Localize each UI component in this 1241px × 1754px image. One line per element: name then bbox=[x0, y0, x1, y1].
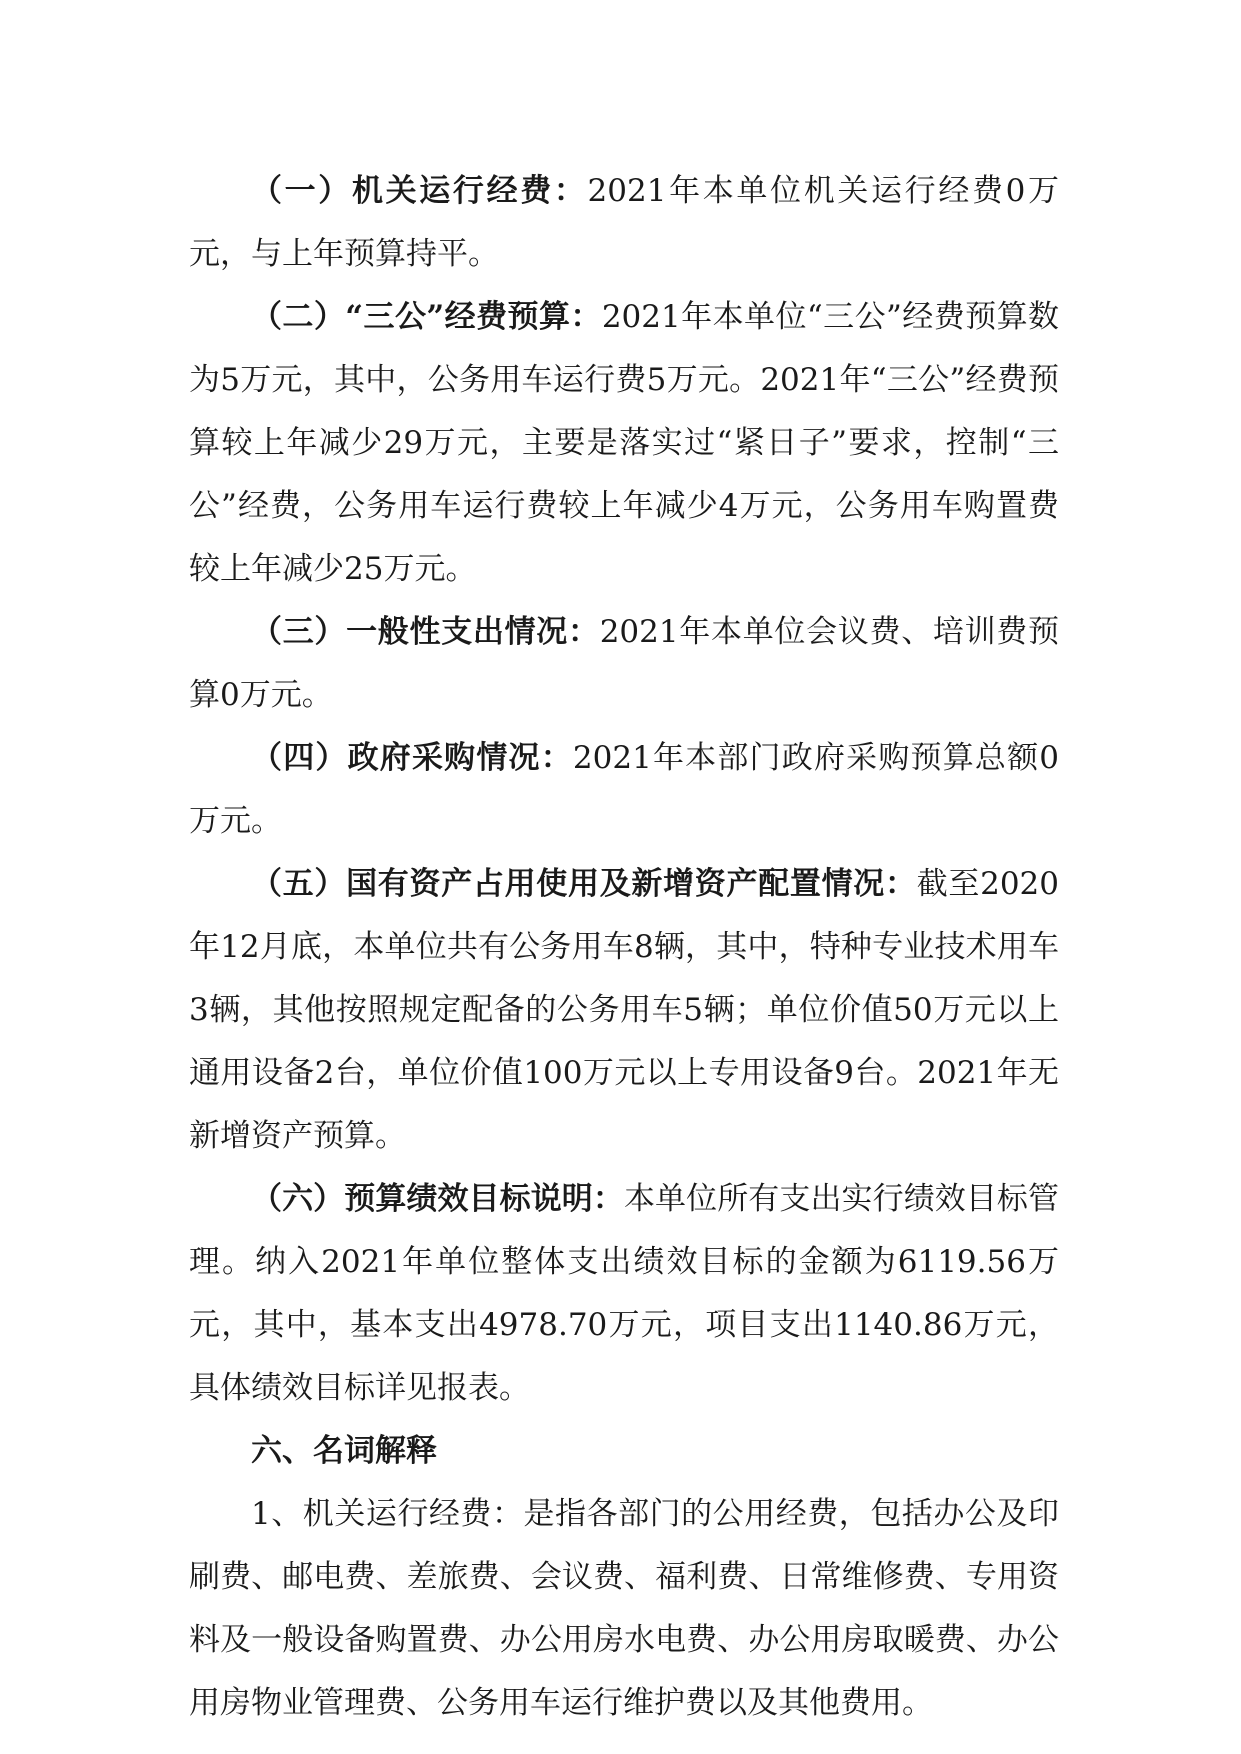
paragraph-body: 本单位所有支出实行绩效目标管理。纳入2021年单位整体支出绩效目标的金额为6119.56万元，其中，基本支出4978.70万元，项目支出1140.86万元，具体绩效目标详见报表。 bbox=[189, 1181, 1060, 1406]
paragraph-state-assets bbox=[189, 853, 1059, 1168]
paragraph-government-procurement bbox=[189, 727, 1059, 853]
paragraph-definition: 1、机关运行经费：是指各部门的公用经费，包括办公及印刷费、邮电费、差旅费、会议费、福利费、日常维修费、专用资料及一般设备购置费、办公用房水电费、办公用房取暖费、办公用房物业管理费、公务用车运行维护费以及其他费用。 bbox=[189, 1496, 1059, 1721]
paragraph-body: 2021年本单位“三公”经费预算数为5万元，其中，公务用车运行费5万元。2021年“三公”经费预算较上年减少29万元，主要是落实过“紧日子”要求，控制“三公”经费，公务用车运行费较上年减少4万元，公务用车购置费较上年减少25万元。 bbox=[189, 299, 1059, 587]
section-heading-glossary: 六、名词解释 bbox=[251, 1433, 437, 1469]
paragraph-general-expenditure bbox=[189, 601, 1059, 727]
paragraph-office-operating-costs bbox=[189, 160, 1059, 286]
document-page bbox=[189, 160, 1059, 1735]
paragraph-lead: （五）国有资产占用使用及新增资产配置情况： bbox=[251, 866, 917, 902]
paragraph-body: 2021年本单位会议费、培训费预算0万元。 bbox=[189, 614, 1059, 713]
paragraph-lead: （二）“三公”经费预算： bbox=[251, 299, 602, 335]
paragraph-lead: （一）机关运行经费： bbox=[251, 173, 588, 209]
paragraph-body: 2021年本单位机关运行经费0万元，与上年预算持平。 bbox=[189, 173, 1060, 272]
paragraph-three-public-expenses bbox=[189, 286, 1059, 601]
paragraph-body: 2021年本部门政府采购预算总额0万元。 bbox=[189, 740, 1059, 839]
paragraph-lead: （六）预算绩效目标说明： bbox=[251, 1181, 624, 1217]
paragraph-body: 截至2020年12月底，本单位共有公务用车8辆，其中，特种专业技术用车3辆，其他按照规定配备的公务用车5辆；单位价值50万元以上通用设备2台，单位价值100万元以上专用设备9台。2021年无新增资产预算。 bbox=[189, 866, 1059, 1154]
paragraph-performance-goals bbox=[189, 1168, 1059, 1420]
paragraph-lead: （三）一般性支出情况： bbox=[251, 614, 600, 650]
paragraph-lead: （四）政府采购情况： bbox=[251, 740, 573, 776]
